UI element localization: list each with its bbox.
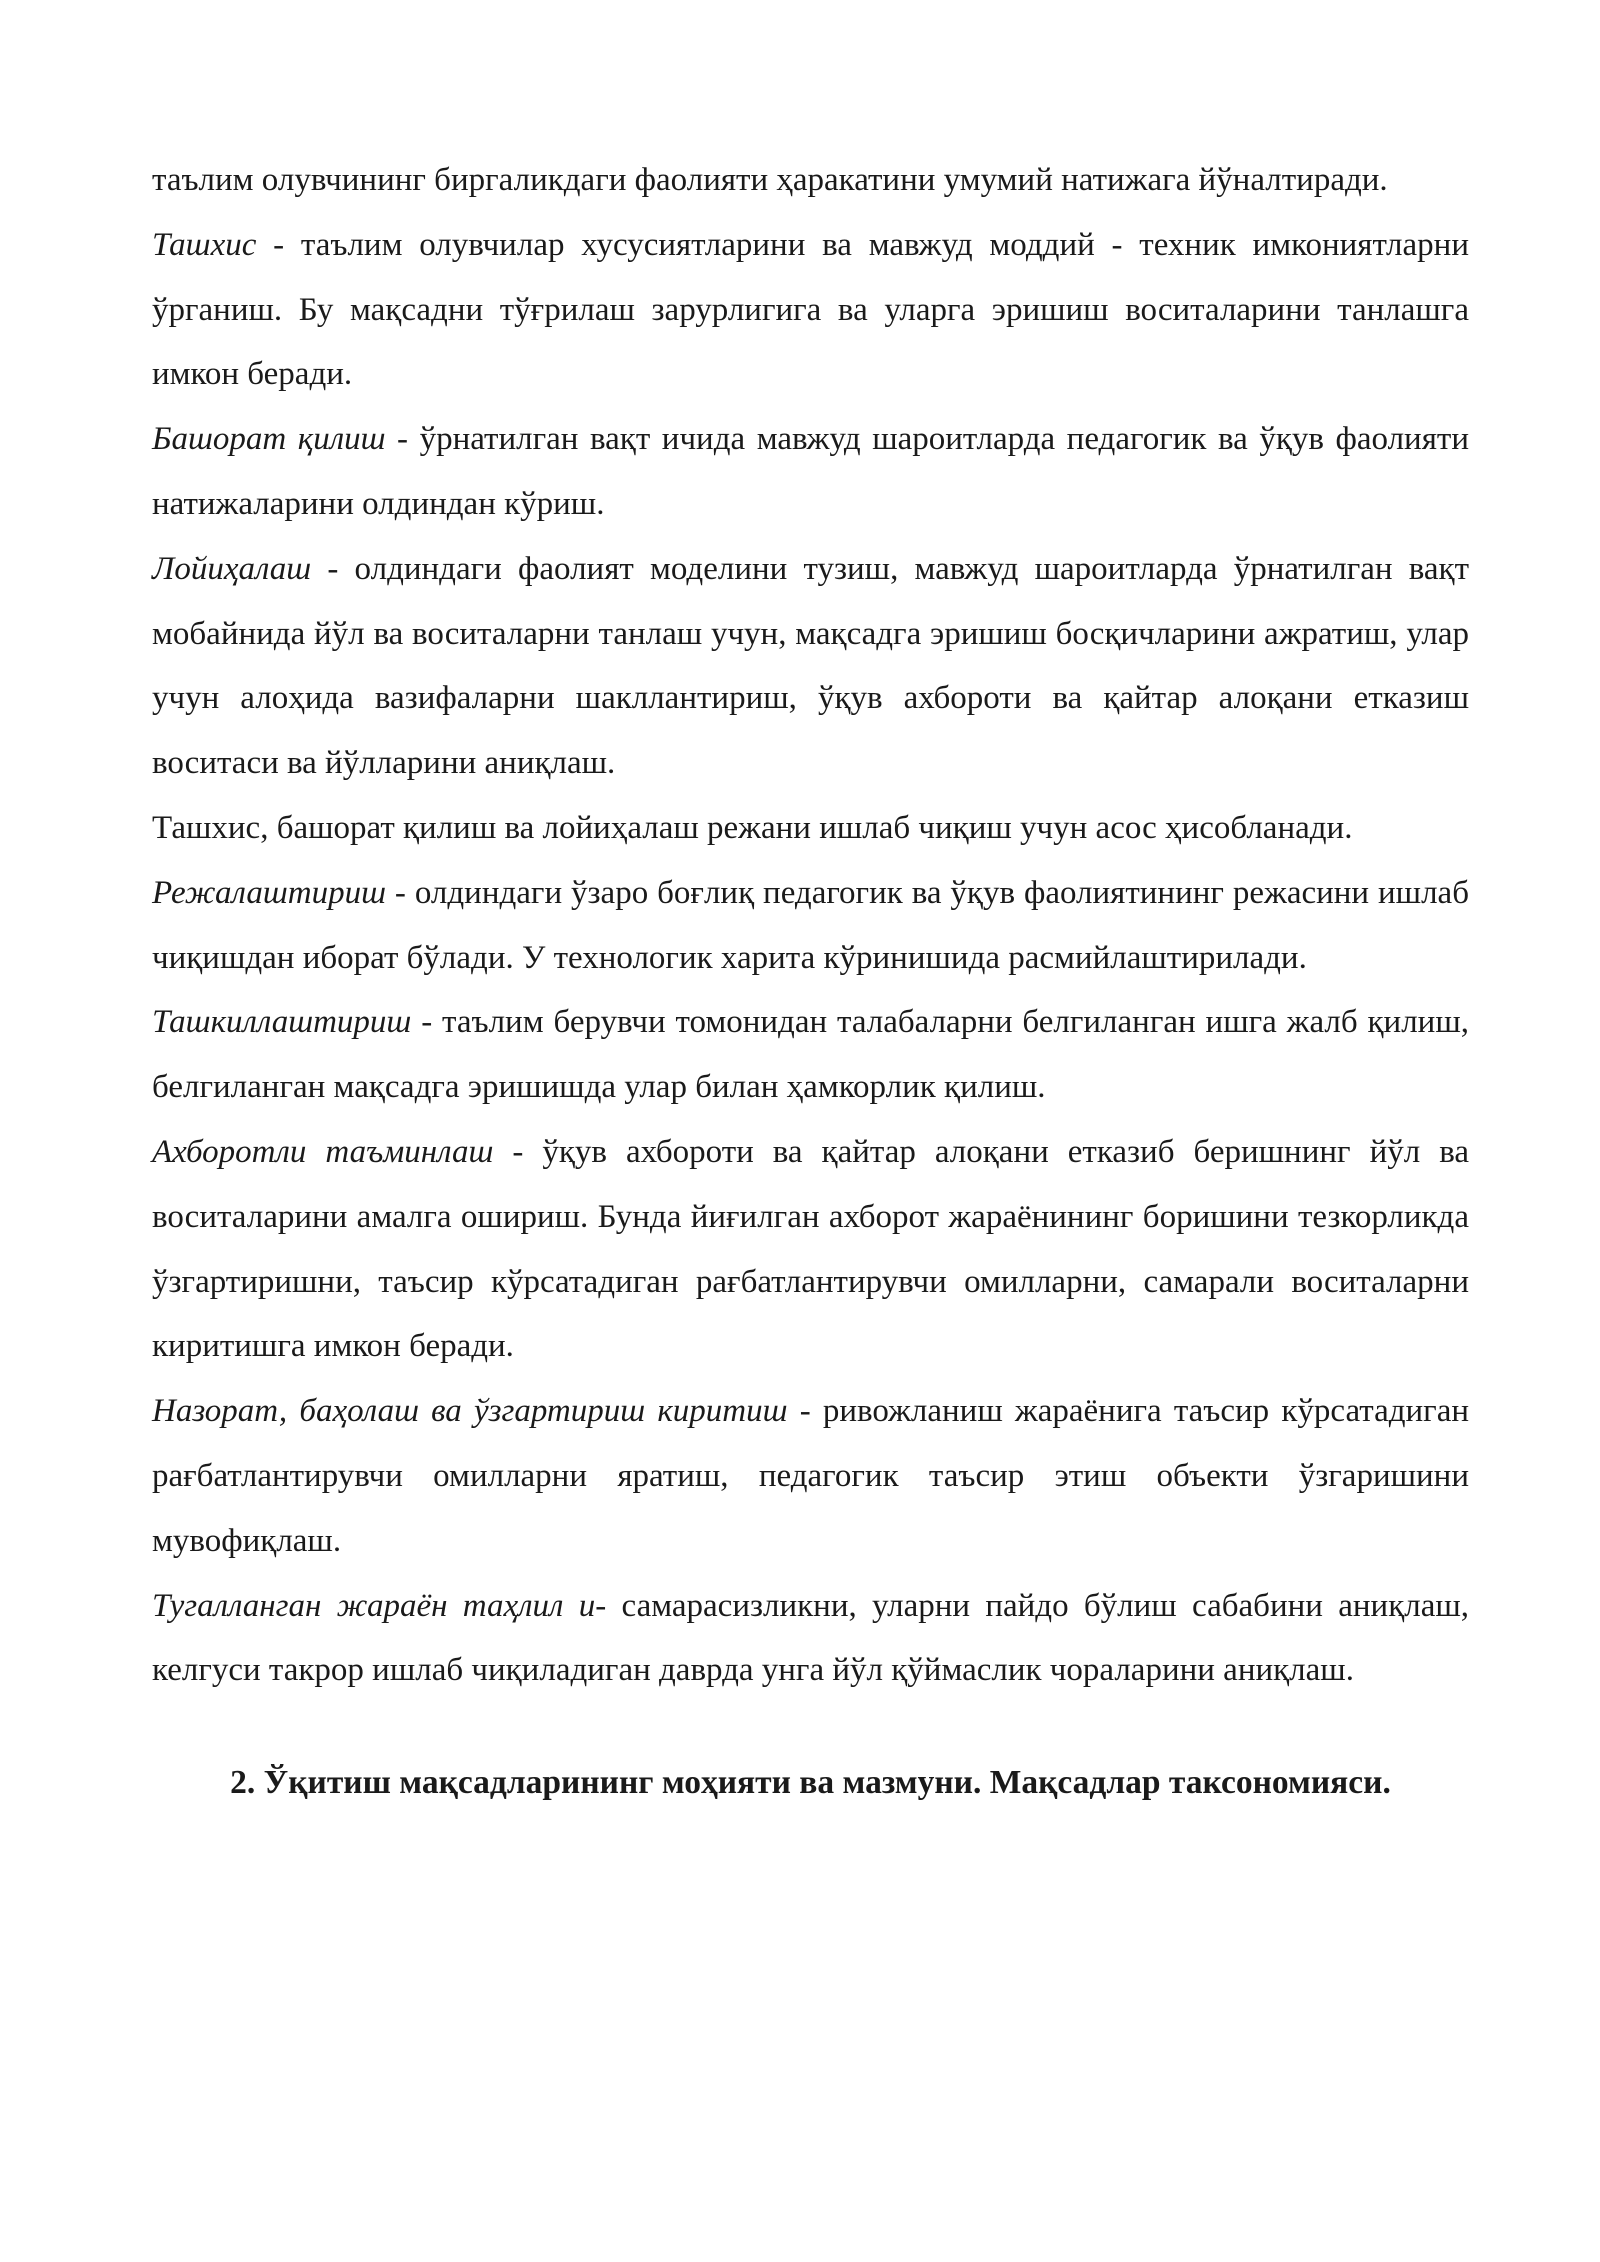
paragraph-term: Ташкиллаштириш [152, 1004, 412, 1041]
paragraph-term: Тугалланган жараён таҳлил и [152, 1587, 596, 1624]
paragraph-text: - таълим берувчи томонидан талабаларни белгиланган ишга жалб қилиш, белгиланган мақсадга эришишда улар билан ҳамкорлик қилиш. [152, 1004, 1469, 1106]
paragraph [152, 796, 1469, 861]
paragraph-text: - ўқув ахбороти ва қайтар алоқани етказиб беришнинг йўл ва воситаларини амалга ошириш. Бунда йиғилган ахборот жараёнининг боришини тезкорликда ўзгартиришни, таъсир кўрсатадиган рағбатлантирувчи омилларни, самарали воситаларни киритишга имкон беради. [152, 1133, 1469, 1365]
paragraph-text: - олдиндаги фаолият моделини тузиш, мавжуд шароитларда ўрнатилган вақт мобайнида йўл ва воситаларни танлаш учун, мақсадга эришиш босқичларини ажратиш, улар учун алоҳида вазифаларни шакллантириш, ўқув ахбороти ва қайтар алоқани етказиш воситаси ва йўлларини аниқлаш. [152, 550, 1469, 782]
paragraph [152, 990, 1469, 1120]
paragraph-term: Режалаштириш [152, 874, 386, 911]
paragraph [152, 1379, 1469, 1573]
paragraph-term: Башорат қилиш [152, 421, 386, 458]
paragraph-text: - таълим олувчилар хусусиятларини ва мавжуд моддий - техник имкониятларни ўрганиш. Бу мақсадни тўғрилаш зарурлигига ва уларга эришиш воситаларини танлашга имкон беради. [152, 226, 1469, 393]
paragraph-term: Ахборотли таъминлаш [152, 1133, 494, 1170]
paragraph-text: - ўрнатилган вақт ичида мавжуд шароитларда педагогик ва ўқув фаолияти натижаларини олдиндан кўриш. [152, 421, 1469, 522]
paragraph [152, 1574, 1469, 1704]
paragraph-term: Лойиҳалаш [152, 550, 312, 587]
document-page [152, 148, 1469, 1816]
paragraph [152, 1120, 1469, 1379]
paragraph-text: Ташхис, башорат қилиш ва лойиҳалаш режани ишлаб чиқиш учун асос ҳисобланади. [152, 809, 1353, 846]
paragraph [152, 537, 1469, 796]
paragraph-text: - олдиндаги ўзаро боғлиқ педагогик ва ўқув фаолиятининг режасини ишлаб чиқишдан иборат бўлади. У технологик харита кўринишида расмийлаштирилади. [152, 874, 1469, 976]
paragraph [152, 213, 1469, 407]
paragraph-text: таълим олувчининг биргаликдаги фаолияти ҳаракатини умумий натижага йўналтиради. [152, 162, 1388, 198]
paragraph-term: Назорат, баҳолаш ва ўзгартириш киритиш [152, 1393, 788, 1430]
paragraph-term: Ташхис [152, 226, 257, 263]
paragraph [152, 861, 1469, 991]
paragraph-text: - самарасизликни, уларни пайдо бўлиш сабабини аниқлаш, келгуси такрор ишлаб чиқиладиган даврда унга йўл қўймаслик чораларини аниқлаш. [152, 1587, 1469, 1689]
paragraph-text: - ривожланиш жараёнига таъсир кўрсатадиган рағбатлантирувчи омилларни яратиш, педагогик таъсир этиш объекти ўзгаришини мувофиқлаш. [152, 1393, 1470, 1559]
paragraph [152, 148, 1469, 213]
paragraph [152, 407, 1469, 537]
section-heading: 2. Ўқитиш мақсадларининг моҳияти ва мазмуни. Мақсадлар таксономияси. [230, 1764, 1391, 1802]
